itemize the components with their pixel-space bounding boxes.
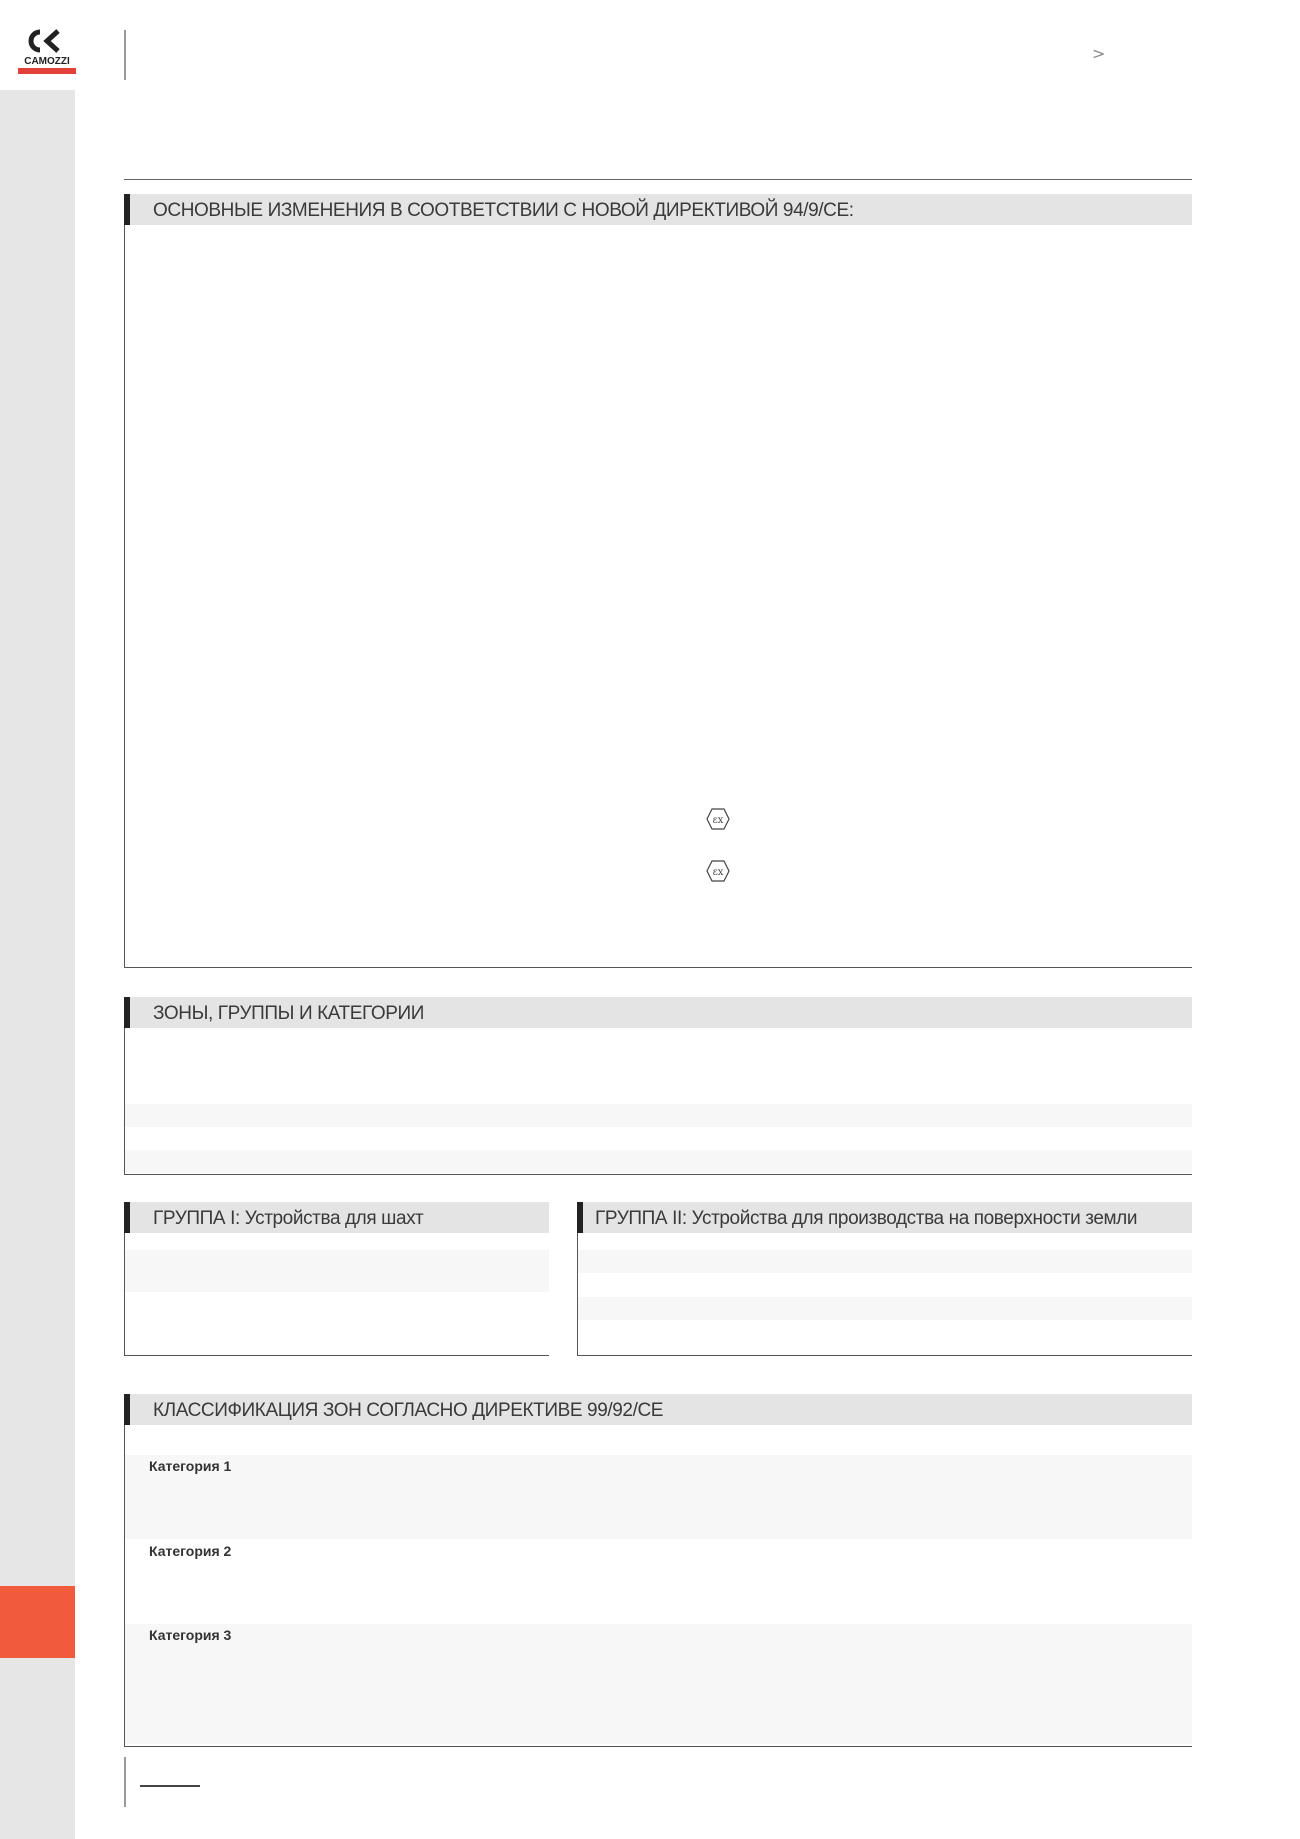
section-group-2 — [577, 1202, 1192, 1356]
section-zones — [124, 997, 1192, 1175]
table-row — [125, 1250, 549, 1292]
section-title: ГРУППА I: Устройства для шахт — [153, 1208, 424, 1229]
section-heading — [124, 194, 1192, 225]
brand-name: CAMOZZI — [24, 56, 70, 67]
side-strip — [0, 90, 75, 1839]
svg-text:εx: εx — [712, 815, 724, 826]
section-group-1 — [124, 1202, 549, 1356]
category-label: Категория 1 — [149, 1458, 232, 1474]
table-row — [578, 1297, 1192, 1320]
table-row — [125, 1150, 1192, 1173]
section-title: ГРУППА II: Устройства для производства на поверхности земли — [595, 1208, 1138, 1229]
svg-text:εx: εx — [712, 867, 724, 878]
chapter-tab[interactable] — [0, 1586, 75, 1658]
header-divider — [124, 30, 126, 80]
table-row — [125, 1455, 1192, 1539]
table-row — [125, 1104, 1192, 1127]
category-label: Категория 3 — [149, 1627, 232, 1643]
section-heading — [124, 1394, 1192, 1425]
category-label: Категория 2 — [149, 1543, 232, 1559]
table-row — [578, 1250, 1192, 1273]
logo-bar — [18, 68, 76, 74]
table-row — [125, 1624, 1192, 1744]
ex-hexagon-icon — [706, 808, 730, 830]
section-heading — [124, 1202, 549, 1233]
section-title: ОСНОВНЫЕ ИЗМЕНЕНИЯ В СООТВЕТСТВИИ С НОВОЙ ДИРЕКТИВОЙ 94/9/CE: — [153, 200, 854, 221]
footer-divider — [124, 1757, 126, 1807]
section-heading — [577, 1202, 1192, 1233]
section-classification — [124, 1394, 1192, 1747]
ex-hexagon-icon — [706, 860, 730, 882]
next-page-arrow[interactable]: > — [1092, 44, 1106, 63]
section-changes — [124, 194, 1192, 968]
section-title: ЗОНЫ, ГРУППЫ И КАТЕГОРИИ — [153, 1003, 425, 1024]
footer-rule — [140, 1785, 200, 1787]
top-rule — [124, 179, 1192, 180]
section-heading — [124, 997, 1192, 1028]
section-title: КЛАССИФИКАЦИЯ ЗОН СОГЛАСНО ДИРЕКТИВЕ 99/92/CE — [153, 1400, 664, 1421]
